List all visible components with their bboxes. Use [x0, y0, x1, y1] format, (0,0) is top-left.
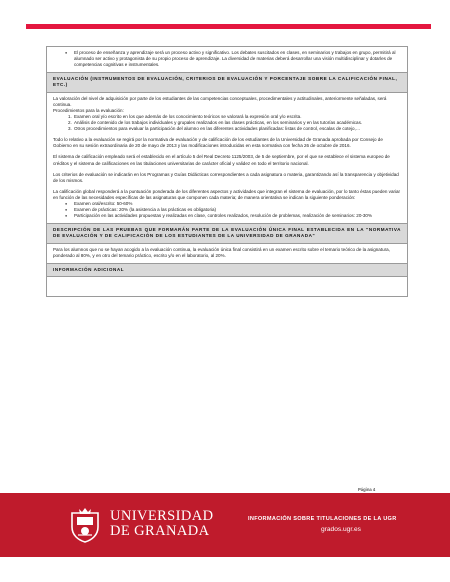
list-item: 2. Análisis de contenido de los trabajos individuales y grupales realizados en las clases prácticas, en los seminarios y en las tutorías académicas.	[73, 120, 401, 126]
list-item: 1. Examen oral y/o escrito en los que además de los conocimiento teóricos se valorará la expresión oral y/o escrita.	[73, 114, 401, 120]
normativa-paragraph: Todo lo relativo a la evaluación se regirá por la normativa de evaluación y de calificación de los estudiantes de la Universidad de Granada aprobada por Consejo de Gobierno en su sesión extraordinaria de 20 de mayo de 2013 y las modificaciones introducidas en esta normativa con fecha 26 de octubre de 2016.	[53, 137, 383, 149]
list-item: ● Participación en las actividades propuestas y realizadas en clase, controles realizados, resolución de problemas, realización de seminarios: 20-30%	[65, 213, 401, 219]
titulaciones-label: INFORMACIÓN SOBRE TITULACIONES DE LA UGR	[248, 516, 397, 522]
global-paragraph: La calificación global responderá a la puntuación ponderada de los diferentes aspectos y actividades que integran el sistema de evaluación, por lo tanto éstas pueden variar en función de las necesidades específicas de las asignaturas que componen cada materia; de manera orientativa se indican la siguiente ponderación:	[53, 188, 401, 200]
section-heading: EVALUACIÓN (INSTRUMENTOS DE EVALUACIÓN, CRITERIOS DE EVALUACIÓN Y PORCENTAJE SOBRE LA CALIFICACIÓN FINAL, ETC.)	[47, 73, 407, 91]
university-seal-icon	[68, 507, 102, 543]
methodology-continuation	[47, 47, 407, 73]
university-name-line1: UNIVERSIDAD	[110, 508, 214, 524]
top-accent-bar	[26, 24, 431, 29]
methodology-bullets	[53, 50, 401, 68]
criterios-paragraph: Los criterios de evaluación se indicarán en los Programas y Guías Didácticas correspondientes a cada asignatura o materia, garantizando así la transparencia y objetividad de los mismos.	[53, 171, 399, 183]
evaluation-header	[47, 73, 407, 92]
adicional-body	[47, 277, 407, 296]
unica-body	[47, 244, 407, 264]
adicional-text	[47, 277, 407, 296]
evaluation-body	[47, 93, 407, 225]
list-item: ● Examen oral/escrito: 50-60%	[65, 201, 401, 207]
unica-header	[47, 224, 407, 243]
evaluation-intro: La valoración del nivel de adquisición por parte de los estudiantes de las competencias conceptuales, procedimentales y actitudinales, anteriormente señaladas, será continua.	[53, 95, 387, 107]
list-item: ● El proceso de enseñanza y aprendizaje será un proceso activo y significativo. Los debates suscitados en clases, en seminarios y trabajos en grupo, permitirá al alumnado ser activo y protagonista de su propio proceso de aprendizaje. La diversidad de materias deberá desarrollar una visión multidisciplinar y dotarles de competencias cognitivas e instrumentales.	[65, 50, 401, 68]
weights-list	[53, 201, 401, 219]
list-item: ● Examen de prácticas: 20% (la asistencia a las prácticas es obligatoria)	[65, 207, 401, 213]
unica-text: Para los alumnos que no se hayan acogido a la evaluación continua, la evaluación única final consistirá en un examen escrito sobre el temario teórico de la asignatura, ponderado al 80%, y en otro del temario práctico, escrito y/o en el laboratorio, al 20%.	[53, 246, 390, 258]
grados-link[interactable]: grados.ugr.es	[321, 526, 361, 533]
university-name-line2: DE GRANADA	[110, 523, 210, 539]
section-heading: INFORMACIÓN ADICIONAL	[47, 264, 407, 276]
page-number: Página 4	[358, 487, 376, 492]
procedures-list	[53, 114, 401, 132]
sistema-paragraph: El sistema de calificación empleado será el establecido en el artículo 5 del Real Decreto 1125/2003, de 5 de septiembre, por el que se establece el sistema europeo de créditos y el sistema de calificaciones en las titulaciones universitarias de carácter oficial y validez en todo el territorio nacional.	[53, 154, 390, 166]
procedures-label: Procedimientos para la evaluación:	[53, 107, 124, 113]
list-item: 3. Otros procedimientos para evaluar la participación del alumno en las diferentes actividades planificadas: listas de control, escalas de cotejo,…	[73, 126, 401, 132]
section-heading: DESCRIPCIÓN DE LAS PRUEBAS QUE FORMARÁN PARTE DE LA EVALUACIÓN ÚNICA FINAL ESTABLECIDA EN LA "NORMATIVA DE EVALUACIÓN Y DE CALIFICACIÓN DE LOS ESTUDIANTES DE LA UNIVERSIDAD DE GRANADA"	[47, 224, 407, 242]
guide-table	[46, 46, 408, 297]
adicional-header	[47, 264, 407, 277]
